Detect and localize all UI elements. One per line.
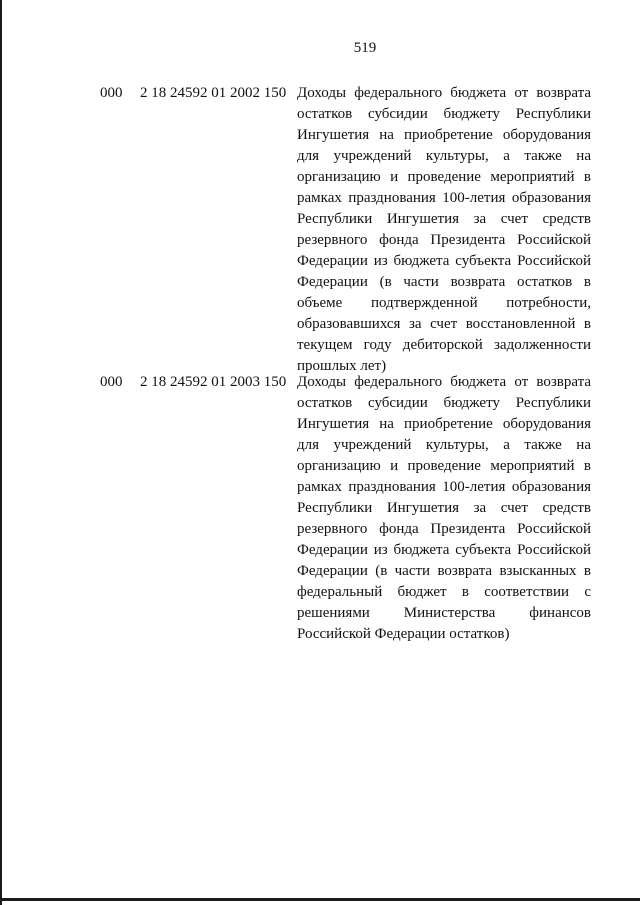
page-left-border bbox=[0, 0, 2, 905]
income-description: Доходы федерального бюджета от возврата остатков субсидии бюджету Республики Ингушетия на приобретение оборудования для учреждений культуры, а также на организацию и проведение мероприятий в рамках празднования 100-летия образования Республики Ингушетия за счет средств резервного фонда Президента Российской Федерации из бюджета субъекта Российской Федерации (в части возврата взысканных в федеральный бюджет в соответствии с решениями Министерства финансов Российской Федерации остатков) bbox=[297, 374, 591, 642]
budget-classification-code: 2 18 24592 01 2003 150 bbox=[140, 374, 287, 390]
page-number: 519 bbox=[353, 40, 377, 56]
admin-code: 000 bbox=[100, 85, 123, 101]
income-description: Доходы федерального бюджета от возврата остатков субсидии бюджету Республики Ингушетия на приобретение оборудования для учреждений культуры, а также на организацию и проведение мероприятий в рамках празднования 100-летия образования Республики Ингушетия за счет средств резервного фонда Президента Российской Федерации из бюджета субъекта Российской Федерации (в части возврата остатков в объеме подтвержденной потребности, образовавшихся за счет восстановленной в текущем году дебиторской задолженности прошлых лет) bbox=[297, 85, 591, 374]
budget-classification-code: 2 18 24592 01 2002 150 bbox=[140, 85, 287, 101]
page-bottom-border bbox=[0, 898, 640, 901]
admin-code: 000 bbox=[100, 374, 123, 390]
